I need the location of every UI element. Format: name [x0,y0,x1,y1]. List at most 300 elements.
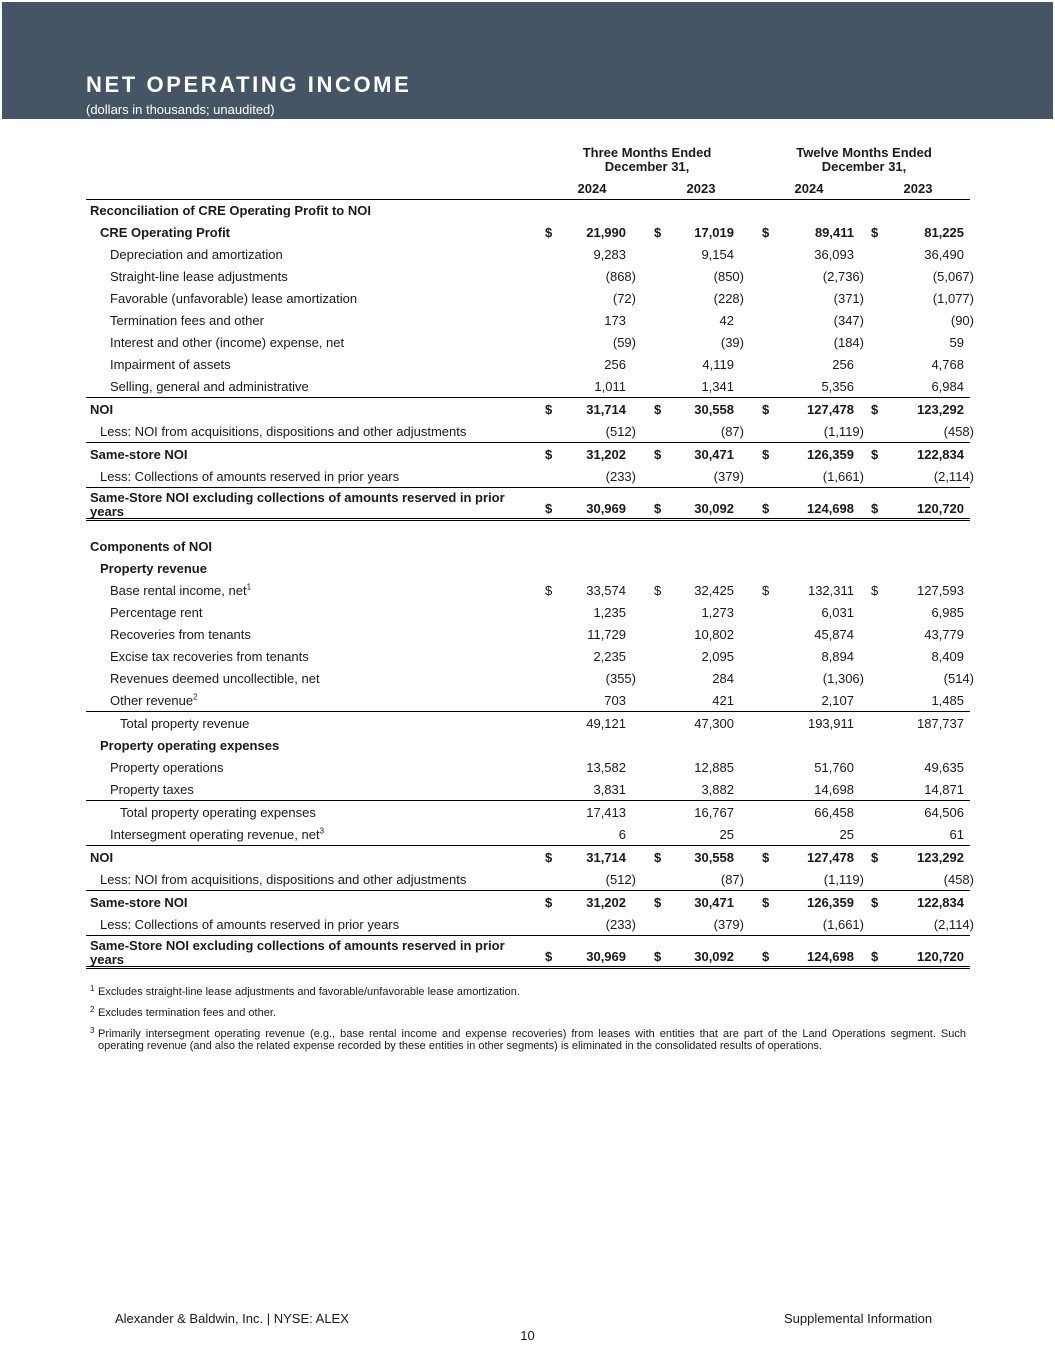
cell-value-text: (355) [605,671,636,686]
cell-value-text: (2,114) [933,469,974,484]
cell-value [807,501,859,516]
currency-symbol: $ [545,895,553,910]
row-label [100,424,466,439]
cell-value-text: (371) [833,291,864,306]
row-label-text: Same-Store NOI excluding collections of amounts reserved in prior years [90,490,505,519]
cell-value [823,269,864,284]
header-banner [2,2,1053,119]
cell-value-text: 6,985 [931,605,964,620]
table-row [86,397,970,420]
cell-value [834,313,864,328]
row-label [110,247,283,262]
cell-value-text: 126,359 [807,447,854,462]
cell-value-text: 36,490 [924,247,964,262]
footnote-ref: 1 [246,582,252,592]
cell-value [694,627,739,642]
cell-value-text: (868) [605,269,636,284]
cell-value-text: (87) [720,872,744,887]
cell-value [950,335,969,350]
cell-value [714,291,744,306]
cell-value [931,649,969,664]
cell-value [933,269,974,284]
cell-value [808,583,859,598]
table-row [86,778,970,800]
row-label [110,357,231,372]
cell-value-text: 64,506 [924,805,964,820]
cell-value [815,225,859,240]
cell-value-text: (184) [833,335,864,350]
cell-value [606,469,636,484]
cell-value-text: 126,359 [807,895,854,910]
cell-value-text: 42 [719,313,734,328]
cell-value-text: 2,107 [821,693,854,708]
cell-value [944,671,974,686]
cell-value-text: 8,409 [931,649,964,664]
cell-value-text: 12,885 [694,760,734,775]
cell-value [821,605,859,620]
cell-value [720,313,739,328]
cell-value-text: 123,292 [917,850,964,865]
cell-value [950,827,969,842]
cell-value-text: 31,202 [586,895,626,910]
cell-value-text: 120,720 [917,501,964,516]
cell-value [821,649,859,664]
cell-value-text: (228) [713,291,744,306]
cell-value-text: (2,736) [822,269,864,284]
cell-value-text: 30,558 [694,850,734,865]
currency-symbol: $ [654,402,662,417]
currency-symbol: $ [871,895,879,910]
year-header: 2024 [794,181,824,196]
cell-value [721,424,744,439]
cell-value [714,269,744,284]
row-label-text: Recoveries from tenants [110,627,251,642]
cell-value-text: 256 [832,357,854,372]
cell-value [694,760,739,775]
cell-value [917,583,969,598]
cell-value [924,782,969,797]
cell-value-text: (512) [605,424,636,439]
cell-value [934,917,974,932]
cell-value [924,225,969,240]
row-label-text: NOI [90,402,114,417]
table-row [86,601,970,623]
row-label-text: Termination fees and other [110,313,264,328]
cell-value-text: 1,341 [701,379,734,394]
currency-symbol: $ [762,949,770,964]
cell-value [613,291,636,306]
cell-value-text: 124,698 [807,949,854,964]
row-label-text: Less: NOI from acquisitions, dispositions and other adjustments [100,424,467,439]
currency-symbol: $ [762,447,770,462]
row-label-text: Base rental income, net [110,583,247,598]
cell-value-text: (233) [605,469,636,484]
row-label-text: Same-Store NOI excluding collections of amounts reserved in prior years [90,938,505,967]
currency-symbol: $ [871,402,879,417]
cell-value [701,782,739,797]
cell-value [917,501,969,516]
footnote-text: Excludes termination fees and other. [98,1007,276,1019]
cell-value [694,716,739,731]
cell-value [931,379,969,394]
row-label [110,291,357,306]
cell-value [944,872,974,887]
currency-symbol: $ [871,583,879,598]
cell-value [593,247,631,262]
cell-value [807,895,859,910]
row-label-text: Depreciation and amortization [110,247,283,262]
cell-value-text: (5,067) [932,269,974,284]
currency-symbol: $ [654,949,662,964]
column-header-three-months: Three Months Ended December 31, [582,145,712,174]
cell-value [924,805,969,820]
row-label [100,561,207,576]
cell-value-text: 120,720 [917,949,964,964]
row-label [120,805,316,820]
currency-symbol: $ [654,225,662,240]
row-label-text: Property taxes [110,782,194,797]
row-label [100,225,230,240]
cell-value-text: 14,698 [814,782,854,797]
cell-value-text: 4,768 [931,357,964,372]
column-header-twelve-months: Twelve Months Ended December 31, [796,145,932,174]
row-label [100,872,466,887]
cell-value [586,716,631,731]
cell-value [807,447,859,462]
row-label-text: Excise tax recoveries from tenants [110,649,309,664]
currency-symbol: $ [545,949,553,964]
table-row [86,199,970,221]
cell-value [606,269,636,284]
cell-value-text: (87) [720,424,744,439]
cell-value-text: (379) [713,917,744,932]
page-subtitle: (dollars in thousands; unaudited) [86,102,275,117]
cell-value [917,895,969,910]
cell-value [814,782,859,797]
cell-value-text: 59 [949,335,964,350]
cell-value [586,501,631,516]
table-row [86,331,970,353]
cell-value-text: 122,834 [917,447,964,462]
cell-value-text: 61 [949,827,964,842]
cell-value-text: (458) [943,872,974,887]
table-row [86,756,970,778]
cell-value [694,447,739,462]
cell-value [702,357,739,372]
cell-value-text: (2,114) [933,917,974,932]
footnote-mark: 1 [90,984,95,993]
currency-symbol: $ [762,895,770,910]
footnote-text: Primarily intersegment operating revenue (e.g., base rental income and expense recoveries) from leases with entities that are part of the Land Operations segment. Such operating revenue (and also the related expense recorded by these entities in other segments) is eliminated in the consolidated results of operations. [98,1028,966,1052]
row-label-text: Favorable (unfavorable) lease amortization [110,291,358,306]
table-row [86,557,970,579]
table-row [86,667,974,689]
table-row [86,800,970,823]
row-label [90,939,540,967]
currency-symbol: $ [654,895,662,910]
cell-value [606,424,636,439]
cell-value [931,605,969,620]
cell-value-text: 10,802 [694,627,734,642]
row-label-text: Total property revenue [120,716,250,731]
table-row [86,711,970,734]
page-number: 10 [520,1328,535,1343]
row-label [100,917,399,932]
cell-value-text: 9,154 [701,247,734,262]
row-label-text: Same-store NOI [90,447,188,462]
table-row [86,734,970,756]
footnote-ref: 3 [319,826,325,836]
cell-value [586,447,631,462]
cell-value [823,671,864,686]
cell-value-text: 8,894 [821,649,854,664]
footnote-ref: 2 [193,692,198,702]
cell-value-text: (347) [833,313,864,328]
footnote [90,986,966,998]
cell-value-text: 122,834 [917,895,964,910]
cell-value [593,605,631,620]
row-label-text: Percentage rent [110,605,203,620]
cell-value-text: 25 [839,827,854,842]
row-label-text: Intersegment operating revenue, net [110,827,320,842]
cell-value-text: 1,011 [594,379,626,394]
table-row [86,868,974,890]
cell-value-text: 284 [712,671,734,686]
currency-symbol: $ [871,447,879,462]
row-label [90,850,113,865]
cell-value [814,247,859,262]
cell-value [807,850,859,865]
cell-value-text: (233) [605,917,636,932]
cell-value-text: 1,485 [931,693,964,708]
cell-value-text: 17,413 [586,805,626,820]
currency-symbol: $ [654,850,662,865]
row-label [110,379,309,394]
footnote [90,1007,966,1019]
row-label [110,583,251,598]
table-row [86,579,970,601]
cell-value-text: 45,874 [814,627,854,642]
row-label [90,402,113,417]
cell-value [694,501,739,516]
cell-value-text: (458) [943,424,974,439]
cell-value [606,671,636,686]
row-label-text: Components of NOI [90,539,213,554]
cell-value [694,402,739,417]
table-row [86,309,974,331]
cell-value [694,583,739,598]
cell-value-text: 9,283 [593,247,626,262]
cell-value-text: (1,119) [823,872,864,887]
cell-value-text: (514) [943,671,974,686]
cell-value-text: (72) [612,291,636,306]
cell-value-text: 51,760 [814,760,854,775]
cell-value [613,335,636,350]
cell-value-text: 1,273 [701,605,734,620]
cell-value [931,693,969,708]
year-header: 2023 [686,181,716,196]
cell-value [587,627,631,642]
cell-value [714,917,744,932]
row-label [110,335,344,350]
row-label [110,313,264,328]
cell-value-text: 36,093 [814,247,854,262]
currency-symbol: $ [545,447,553,462]
cell-value-text: 66,458 [814,805,854,820]
currency-symbol: $ [762,225,770,240]
cell-value [944,424,974,439]
row-label [110,760,223,775]
currency-symbol: $ [871,850,879,865]
cell-value [701,605,739,620]
cell-value-text: 127,478 [807,402,854,417]
row-label-text: Property operations [110,760,224,775]
footnotes [90,986,966,1061]
table-row [86,487,970,521]
row-label [120,716,249,731]
cell-value-text: 31,202 [586,447,626,462]
cell-value-text: (850) [713,269,744,284]
cell-value [917,402,969,417]
cell-value-text: 6,031 [821,605,854,620]
cell-value-text: 4,119 [702,357,734,372]
row-label-text: Impairment of assets [110,357,231,372]
table-row [86,465,974,487]
cell-value-text: 32,425 [694,583,734,598]
currency-symbol: $ [654,583,662,598]
cell-value [586,895,631,910]
cell-value [814,627,859,642]
year-header: 2023 [903,181,933,196]
cell-value-text: 132,311 [807,583,854,598]
cell-value-text: 6,984 [931,379,964,394]
cell-value [814,805,859,820]
cell-value-text: (379) [713,469,744,484]
footer-company: Alexander & Baldwin, Inc. | NYSE: ALEX [115,1311,349,1326]
cell-value-text: 421 [712,693,734,708]
row-label-text: Straight-line lease adjustments [110,269,288,284]
currency-symbol: $ [762,402,770,417]
row-label-text: Property revenue [100,561,207,576]
cell-value [604,693,631,708]
cell-value [951,313,974,328]
footnote-mark: 2 [90,1005,95,1014]
cell-value [694,225,739,240]
cell-value-text: 2,235 [593,649,626,664]
cell-value-text: 193,911 [807,716,854,731]
cell-value [714,469,744,484]
table-row [86,689,970,711]
cell-value [834,291,864,306]
cell-value [586,583,631,598]
table-row [86,375,970,397]
cell-value [586,402,631,417]
cell-value [840,827,859,842]
row-label [110,605,203,620]
footer-section: Supplemental Information [784,1311,933,1326]
cell-value-text: 30,969 [586,949,626,964]
cell-value-text: 127,593 [917,583,964,598]
row-label-text: Total property operating expenses [120,805,316,820]
cell-value [823,469,864,484]
cell-value-text: (1,661) [822,469,864,484]
cell-value-text: 173 [604,313,626,328]
row-label-text: Less: Collections of amounts reserved in prior years [100,469,400,484]
currency-symbol: $ [654,447,662,462]
page-title: NET OPERATING INCOME [86,72,412,97]
row-label [90,447,188,462]
cell-value [586,760,631,775]
row-label-text: Other revenue [110,693,194,708]
row-label-text: NOI [90,850,114,865]
currency-symbol: $ [654,501,662,516]
cell-value [924,627,969,642]
cell-value [814,760,859,775]
cell-value-text: 16,767 [694,805,734,820]
cell-value-text: 30,969 [586,501,626,516]
row-label-text: Interest and other (income) expense, net [110,335,345,350]
table-row [86,890,970,913]
cell-value [807,949,859,964]
cell-value [924,247,969,262]
cell-value-text: 2,095 [701,649,734,664]
cell-value-text: 1,235 [593,605,626,620]
row-label [110,649,309,664]
cell-value-text: 30,471 [694,895,734,910]
cell-value-text: 13,582 [586,760,626,775]
row-label-text: Selling, general and administrative [110,379,309,394]
row-label [110,693,198,708]
cell-value-text: (1,077) [932,291,974,306]
row-label [110,827,324,842]
row-label [110,671,320,686]
currency-symbol: $ [762,501,770,516]
row-label [90,203,371,218]
cell-value-text: 47,300 [694,716,734,731]
cell-value-text: 3,831 [593,782,626,797]
table-row [86,623,970,645]
cell-value-text: 14,871 [924,782,964,797]
cell-value [701,247,739,262]
cell-value [808,716,859,731]
cell-value [694,895,739,910]
row-label-text: Same-store NOI [90,895,188,910]
table-row [86,645,970,667]
cell-value [604,313,631,328]
table-row [86,913,974,935]
cell-value [694,949,739,964]
cell-value [712,693,739,708]
table-row [86,535,970,557]
row-label [110,627,251,642]
row-label-text: Property operating expenses [100,738,280,753]
cell-value-text: (512) [605,872,636,887]
row-label [110,269,288,284]
cell-value-text: 21,990 [586,225,626,240]
cell-value-text: 5,356 [821,379,854,394]
cell-value-text: 30,558 [694,402,734,417]
cell-value [701,649,739,664]
cell-value-text: (39) [720,335,744,350]
currency-symbol: $ [871,949,879,964]
cell-value [824,424,864,439]
cell-value [821,379,859,394]
cell-value [586,805,631,820]
table-spacer [86,521,970,535]
row-label-text: CRE Operating Profit [100,225,231,240]
currency-symbol: $ [545,583,553,598]
cell-value [701,379,739,394]
